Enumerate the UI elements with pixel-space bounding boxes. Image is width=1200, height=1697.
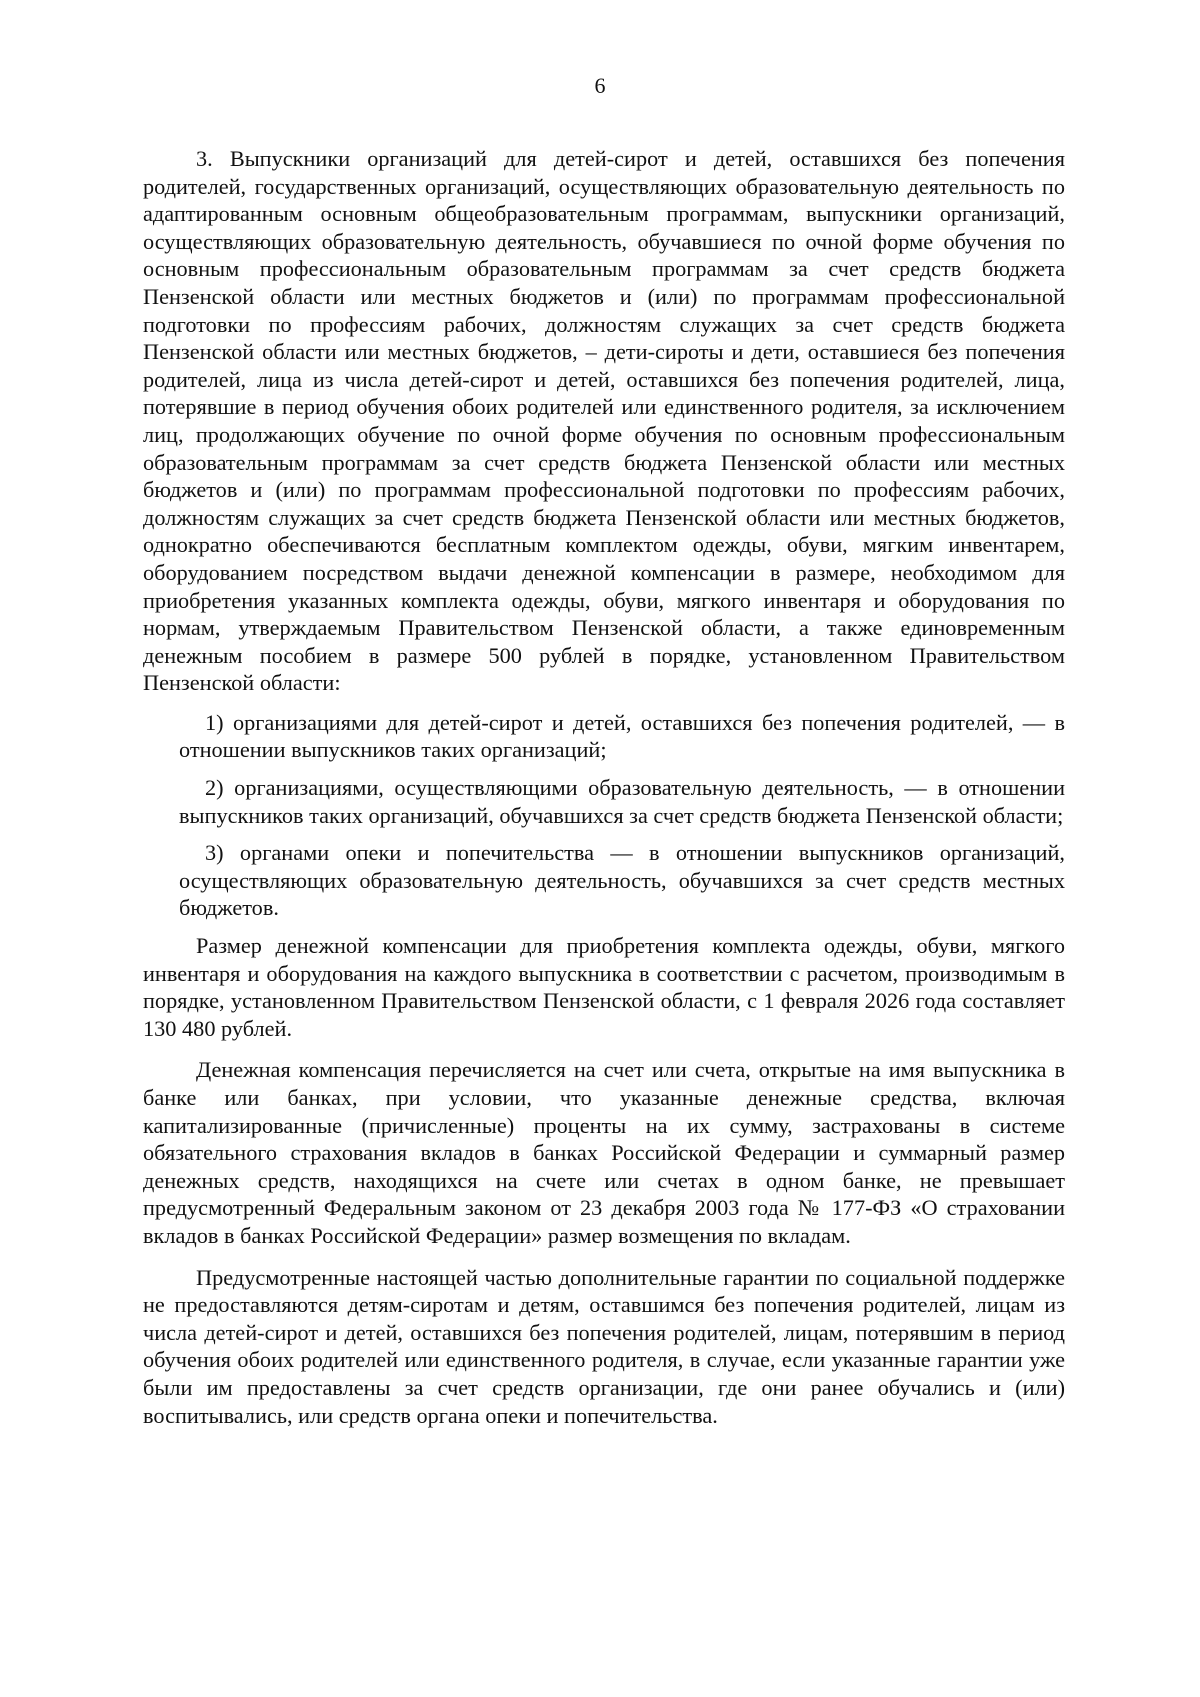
list-item: 1) организациями для детей-сирот и детей, оставшихся без попечения родителей, — в отношении выпускников таких организаций; bbox=[179, 709, 1065, 763]
provider-list bbox=[179, 709, 1065, 922]
paragraph-compensation-transfer: Денежная компенсация перечисляется на счет или счета, открытые на имя выпускника в банке или банках, при условии, что указанные денежные средства, включая капитализированные (причисленные) проценты на их сумму, застрахованы в системе обязательного страхования вкладов в банках Российской Федерации и суммарный размер денежных средств, находящихся на счете или счетах в одном банке, не превышает предусмотренный Федеральным законом от 23 декабря 2003 года № 177-ФЗ «О страховании вкладов в банках Российской Федерации» размер возмещения по вкладам. bbox=[143, 1057, 1065, 1248]
paragraph-compensation-amount: Размер денежной компенсации для приобретения комплекта одежды, обуви, мягкого инвентаря и оборудования на каждого выпускника в соответствии с расчетом, производимым в порядке, установленном Правительством Пензенской области, с 1 февраля 2026 года составляет 130 480 рублей. bbox=[143, 933, 1065, 1041]
document-body bbox=[143, 145, 1065, 1429]
list-item: 2) организациями, осуществляющими образовательную деятельность, — в отношении выпускников таких организаций, обучавшихся за счет средств бюджета Пензенской области; bbox=[179, 775, 1065, 828]
paragraph-guarantees: 3. Выпускники организаций для детей-сирот и детей, оставшихся без попечения родителей, государственных организаций, осуществляющих образовательную деятельность по адаптированным основным общеобразовательным программам, выпускники организаций, осуществляющих образовательную деятельность, обучавшиеся по очной форме обучения по основным профессиональным образовательным программам за счет средств бюджета Пензенской области или местных бюджетов и (или) по программам профессиональной подготовки по профессиям рабочих, должностям служащих за счет средств бюджета Пензенской области или местных бюджетов, – дети-сироты и дети, оставшиеся без попечения родителей, лица из числа детей-сирот и детей, оставшихся без попечения родителей, лица, потерявшие в период обучения обоих родителей или единственного родителя, за исключением лиц, продолжающих обучение по очной форме обучения по основным профессиональным образовательным программам за счет средств бюджета Пензенской области или местных бюджетов и (или) по программам профессиональной подготовки по профессиям рабочих, должностям служащих за счет средств бюджета Пензенской области или местных бюджетов, однократно обеспечиваются бесплатным комплектом одежды, обуви, мягким инвентарем, оборудованием посредством выдачи денежной компенсации в размере, необходимом для приобретения указанных комплекта одежды, обуви, мягкого инвентаря и оборудования по нормам, утверждаемым Правительством Пензенской области, а также единовременным денежным пособием в размере 500 рублей в порядке, установленном Правительством Пензенской области: bbox=[143, 146, 1065, 696]
list-item: 3) органами опеки и попечительства — в отношении выпускников организаций, осуществляющих образовательную деятельность, обучавшихся за счет средств местных бюджетов. bbox=[179, 840, 1065, 921]
paragraph-exclusions: Предусмотренные настоящей частью дополнительные гарантии по социальной поддержке не предоставляются детям-сиротам и детям, оставшимся без попечения родителей, лицам из числа детей-сирот и детей, оставшихся без попечения родителей, лицам, потерявшим в период обучения обоих родителей или единственного родителя, в случае, если указанные гарантии уже были им предоставлены за счет средств организации, где они ранее обучались и (или) воспитывались, или средств органа опеки и попечительства. bbox=[143, 1264, 1065, 1428]
page-number: 6 bbox=[594, 73, 606, 98]
